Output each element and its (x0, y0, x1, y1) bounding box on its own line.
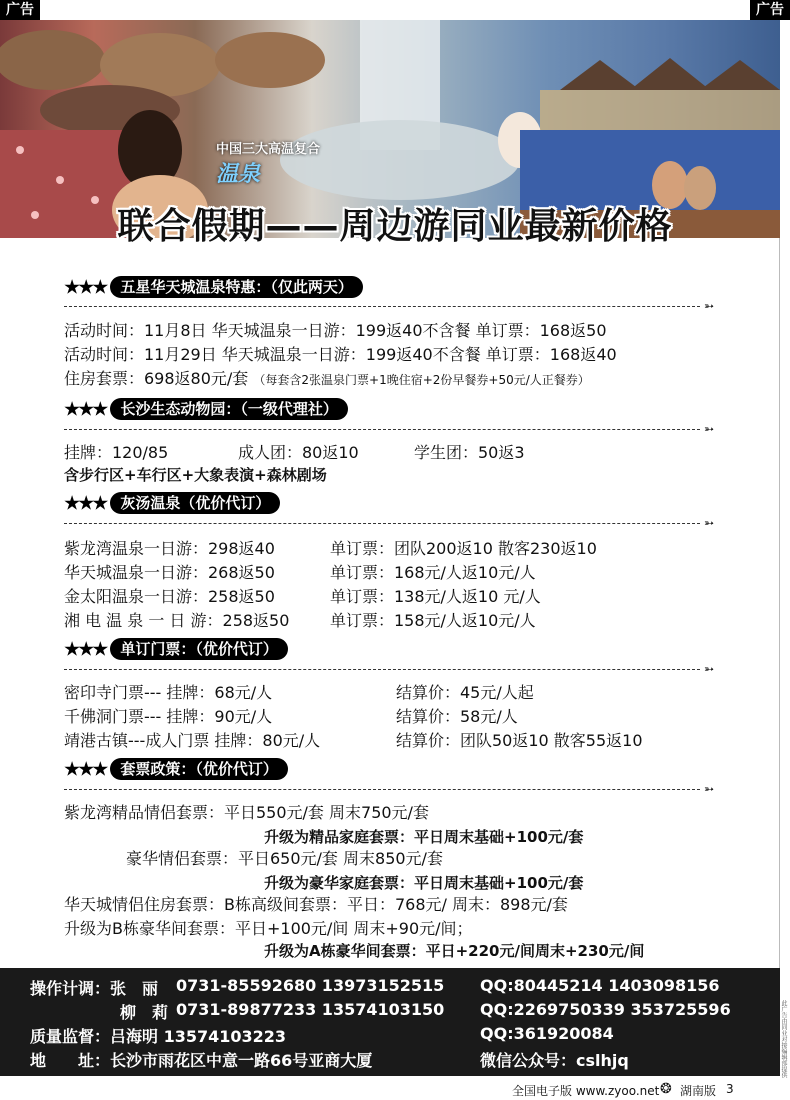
operator1-phones: 0731-85592680 13973152515 (176, 976, 445, 995)
operator2-phones: 0731-89877233 13574103150 (176, 1000, 445, 1019)
section-divider (64, 662, 714, 676)
stars-icon: ★★★ (64, 276, 107, 298)
section-divider (64, 782, 714, 796)
s2-student-group: 学生团：50返3 (414, 443, 525, 462)
petal (16, 146, 24, 154)
wechat-account: 微信公众号：cslhjq (480, 1051, 629, 1070)
section-divider (64, 422, 714, 436)
s3-row-price: 单订票：168元/人返10元/人 (330, 563, 536, 582)
section-title-packages (64, 758, 288, 780)
s1-row-2: 活动时间：11月29日 华天城温泉一日游：199返40不含餐 单订票：168返40 (64, 345, 617, 364)
arrow-icon: ➳ (703, 662, 714, 676)
lit-building (540, 90, 780, 130)
page-title: 联合假期——周边游同业最新价格 (117, 206, 673, 247)
address: 地 址：长沙市雨花区中意一路66号亚商大厦 (30, 1051, 373, 1070)
page-footer (0, 1080, 790, 1100)
s5-line3: 豪华情侣套票：平日650元/套 周末850元/套 (126, 849, 443, 868)
s2-note: 含步行区+车行区+大象表演+森林剧场 (64, 466, 327, 484)
operator1-qq: QQ:80445214 1403098156 (480, 976, 720, 995)
pavilion-roof (700, 60, 780, 90)
s2-adult-group: 成人团：80返10 (238, 443, 359, 462)
s1-package-main: 住房套票：698返80元/套 (64, 369, 249, 388)
operator2-qq: QQ:2269750339 353725596 (480, 1000, 731, 1019)
operator-label: 操作计调：张 丽 (30, 979, 159, 998)
section-title-huitang (64, 492, 280, 514)
section-divider (64, 299, 714, 313)
stars-icon: ★★★ (64, 758, 107, 780)
s4-row-name: 千佛洞门票--- 挂牌：90元/人 (64, 707, 273, 726)
pavilion-roof (560, 60, 640, 90)
s5-line2: 升级为精品家庭套票：平日周末基础+100元/套 (264, 828, 584, 846)
s1-package-row (64, 368, 590, 391)
badge-line1: 中国三大高温复合 (216, 142, 321, 157)
edition-label: 湖南版 (680, 1084, 717, 1098)
s4-row-price: 结算价：团队50返10 散客55返10 (396, 731, 643, 750)
operator2-name: 柳 莉 (120, 1003, 169, 1022)
arrow-icon: ➳ (703, 782, 714, 796)
s5-line1: 紫龙湾精品情侣套票：平日550元/套 周末750元/套 (64, 803, 429, 822)
s3-row-name: 华天城温泉一日游：268返50 (64, 563, 275, 582)
stars-icon: ★★★ (64, 398, 107, 420)
stars-icon: ★★★ (64, 492, 107, 514)
s3-row-price: 单订票：158元/人返10元/人 (330, 611, 536, 630)
section-title-tickets (64, 638, 288, 660)
arrow-icon: ➳ (703, 299, 714, 313)
quality-supervisor: 质量监督：吕海明 13574103223 (30, 1027, 287, 1046)
section-title-label: 单订门票：（优价代订） (110, 638, 288, 660)
petal (56, 176, 64, 184)
stars-icon: ★★★ (64, 638, 107, 660)
pavilion-roof (630, 58, 710, 90)
section-title-zoo (64, 398, 348, 420)
section-title-huatiancheng (64, 276, 363, 298)
rock-shape (215, 32, 325, 88)
side-note: 此广告由同业对接编辑部提供 (780, 1000, 787, 1078)
s4-row-price: 结算价：58元/人 (396, 707, 518, 726)
s4-row-price: 结算价：45元/人起 (396, 683, 534, 702)
s3-row-name: 金太阳温泉一日游：258返50 (64, 587, 275, 606)
s3-row-name: 湘 电 温 泉 一 日 游：258返50 (64, 611, 290, 630)
petal (31, 211, 39, 219)
page-number: 3 (726, 1082, 734, 1096)
s5-line6: 升级为B栋豪华间套票：平日+100元/间 周末+90元/间； (64, 919, 473, 938)
section-title-label: 长沙生态动物园：（一级代理社） (110, 398, 348, 420)
s4-row-name: 密印寺门票--- 挂牌：68元/人 (64, 683, 273, 702)
s2-listed-price: 挂牌：120/85 (64, 443, 169, 462)
s5-line7: 升级为A栋豪华间套票：平日+220元/间周末+230元/间 (264, 942, 645, 960)
section-title-label: 五星华天城温泉特惠：（仅此两天） (110, 276, 363, 298)
site-link[interactable]: 全国电子版 www.zyoo.net (512, 1084, 660, 1098)
ad-label-right: 广告 (750, 0, 790, 20)
hot-spring-badge (216, 138, 320, 188)
section-divider (64, 516, 714, 530)
section-title-label: 套票政策：（优价代订） (110, 758, 288, 780)
s1-row-1: 活动时间：11月8日 华天城温泉一日游：199返40不含餐 单订票：168返50 (64, 321, 607, 340)
s3-row-name: 紫龙湾温泉一日游：298返40 (64, 539, 275, 558)
logo-icon: ❂ (660, 1081, 672, 1097)
s1-package-note: （每套含2张温泉门票+1晚住宿+2份早餐券+50元/人正餐券） (253, 373, 590, 387)
s5-line5: 华天城情侣住房套票：B栋高级间套票：平日：768元/ 周末：898元/套 (64, 895, 568, 914)
quality-qq: QQ:361920084 (480, 1024, 614, 1043)
s4-row-name: 靖港古镇---成人门票 挂牌：80元/人 (64, 731, 321, 750)
s3-row-price: 单订票：团队200返10 散客230返10 (330, 539, 597, 558)
badge-line2: 温泉 (216, 162, 261, 187)
arrow-icon: ➳ (703, 516, 714, 530)
rock-shape (0, 30, 105, 90)
contact-footer (0, 968, 780, 1076)
section-title-label: 灰汤温泉（优价代订） (110, 492, 280, 514)
s5-line4: 升级为豪华家庭套票：平日周末基础+100元/套 (264, 874, 584, 892)
arrow-icon: ➳ (703, 422, 714, 436)
s3-row-price: 单订票：138元/人返10 元/人 (330, 587, 541, 606)
ad-label-left: 广告 (0, 0, 40, 20)
